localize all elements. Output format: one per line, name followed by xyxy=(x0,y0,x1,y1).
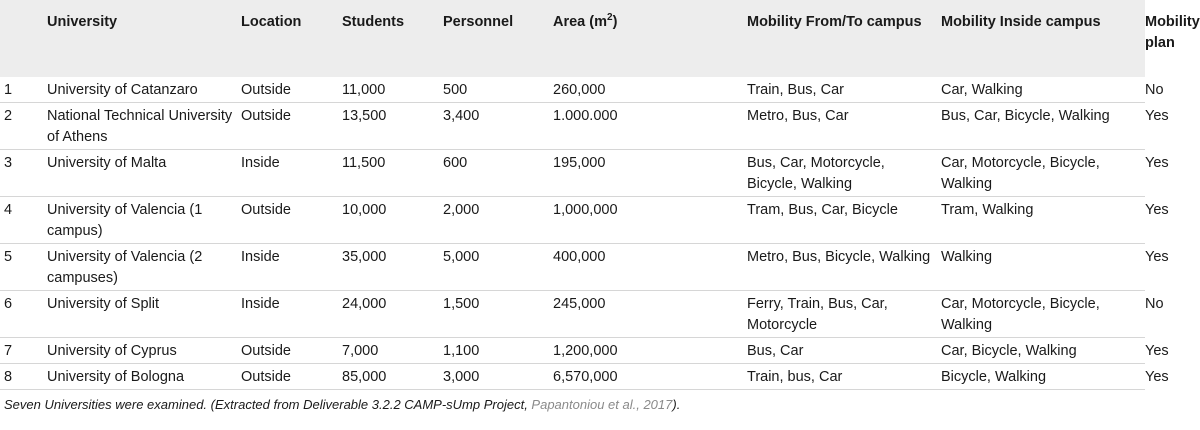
table-row: 4 University of Valencia (1 campus) Outside 10,000 2,000 1,000,000 Tram, Bus, Car, Bicycle Tram, Walking Yes xyxy=(0,197,1145,244)
cell-mobility-inside: Tram, Walking xyxy=(941,197,1145,244)
cell-area: 245,000 xyxy=(553,291,747,338)
cell-students: 85,000 xyxy=(342,364,443,390)
header-area-close: ) xyxy=(612,14,618,30)
cell-mobility-from-to: Bus, Car, Motorcycle, Bicycle, Walking xyxy=(747,150,941,197)
cell-area: 1.000.000 xyxy=(553,103,747,150)
cell-location: Outside xyxy=(241,77,342,103)
cell-personnel: 3,400 xyxy=(443,103,553,150)
header-area-superscript: 2 xyxy=(607,12,613,24)
caption-text-end: ). xyxy=(672,397,681,412)
cell-students: 35,000 xyxy=(342,244,443,291)
cell-index: 3 xyxy=(0,150,47,197)
cell-mobility-inside: Walking xyxy=(941,244,1145,291)
cell-university: University of Valencia (1 campus) xyxy=(47,197,241,244)
table-caption xyxy=(0,390,1145,414)
cell-students: 24,000 xyxy=(342,291,443,338)
caption-text: Seven Universities were examined. (Extracted from Deliverable 3.2.2 CAMP-sUmp Project, xyxy=(4,397,532,412)
cell-mobility-from-to: Train, Bus, Car xyxy=(747,77,941,103)
table-row: 7 University of Cyprus Outside 7,000 1,100 1,200,000 Bus, Car Car, Bicycle, Walking Yes xyxy=(0,338,1145,364)
cell-mobility-inside: Car, Motorcycle, Bicycle, Walking xyxy=(941,150,1145,197)
cell-mobility-from-to: Train, bus, Car xyxy=(747,364,941,390)
table-row: 2 National Technical University of Athens Outside 13,500 3,400 1.000.000 Metro, Bus, Car Bus, Car, Bicycle, Walking Yes xyxy=(0,103,1145,150)
cell-mobility-inside: Bicycle, Walking xyxy=(941,364,1145,390)
table-row: 3 University of Malta Inside 11,500 600 195,000 Bus, Car, Motorcycle, Bicycle, Walking Car, Motorcycle, Bicycle, Walking Yes xyxy=(0,150,1145,197)
cell-mobility-inside: Car, Motorcycle, Bicycle, Walking xyxy=(941,291,1145,338)
table-row: 8 University of Bologna Outside 85,000 3,000 6,570,000 Train, bus, Car Bicycle, Walking Yes xyxy=(0,364,1145,390)
cell-location: Outside xyxy=(241,338,342,364)
cell-location: Outside xyxy=(241,364,342,390)
cell-students: 10,000 xyxy=(342,197,443,244)
cell-mobility-inside: Car, Walking xyxy=(941,77,1145,103)
cell-students: 7,000 xyxy=(342,338,443,364)
header-area xyxy=(553,0,747,77)
cell-location: Inside xyxy=(241,150,342,197)
caption-reference-link[interactable]: Papantoniou et al., 2017 xyxy=(531,397,673,412)
header-row: University Location Students Personnel Area $(m^2)$ Mobility From/To campus Mobility Inside campus Mobility plan xyxy=(0,0,1145,77)
cell-index: 1 xyxy=(0,77,47,103)
cell-personnel: 2,000 xyxy=(443,197,553,244)
header-university: University xyxy=(47,14,118,30)
header-location: Location xyxy=(241,14,302,30)
cell-mobility-from-to: Metro, Bus, Car xyxy=(747,103,941,150)
cell-area: 195,000 xyxy=(553,150,747,197)
table-header xyxy=(0,0,1200,77)
cell-area: 260,000 xyxy=(553,77,747,103)
cell-university: University of Bologna xyxy=(47,364,241,390)
cell-university: University of Split xyxy=(47,291,241,338)
cell-mobility-inside: Car, Bicycle, Walking xyxy=(941,338,1145,364)
header-students: Students xyxy=(342,14,405,30)
cell-university: University of Malta xyxy=(47,150,241,197)
cell-area: 1,200,000 xyxy=(553,338,747,364)
cell-index: 8 xyxy=(0,364,47,390)
cell-index: 4 xyxy=(0,197,47,244)
table-row: 5 University of Valencia (2 campuses) Inside 35,000 5,000 400,000 Metro, Bus, Bicycle, Walking Walking Yes xyxy=(0,244,1145,291)
cell-personnel: 1,100 xyxy=(443,338,553,364)
header-index xyxy=(0,0,47,77)
header-area-text: Area (m xyxy=(553,14,607,30)
cell-area: 1,000,000 xyxy=(553,197,747,244)
cell-area: 6,570,000 xyxy=(553,364,747,390)
cell-personnel: 5,000 xyxy=(443,244,553,291)
table-body xyxy=(0,77,1169,390)
cell-personnel: 3,000 xyxy=(443,364,553,390)
header-mobility-inside: Mobility Inside campus xyxy=(941,14,1101,30)
cell-university: University of Catanzaro xyxy=(47,77,241,103)
cell-index: 5 xyxy=(0,244,47,291)
cell-index: 2 xyxy=(0,103,47,150)
cell-mobility-from-to: Metro, Bus, Bicycle, Walking xyxy=(747,244,941,291)
cell-students: 11,000 xyxy=(342,77,443,103)
cell-mobility-inside: Bus, Car, Bicycle, Walking xyxy=(941,103,1145,150)
cell-students: 13,500 xyxy=(342,103,443,150)
table-row: 1 University of Catanzaro Outside 11,000 500 260,000 Train, Bus, Car Car, Walking No xyxy=(0,77,1145,103)
cell-location: Outside xyxy=(241,197,342,244)
cell-personnel: 500 xyxy=(443,77,553,103)
cell-mobility-from-to: Bus, Car xyxy=(747,338,941,364)
cell-university: University of Cyprus xyxy=(47,338,241,364)
cell-mobility-from-to: Tram, Bus, Car, Bicycle xyxy=(747,197,941,244)
cell-location: Outside xyxy=(241,103,342,150)
cell-mobility-from-to: Ferry, Train, Bus, Car, Motorcycle xyxy=(747,291,941,338)
table-row: 6 University of Split Inside 24,000 1,500 245,000 Ferry, Train, Bus, Car, Motorcycle Car, Motorcycle, Bicycle, Walking No xyxy=(0,291,1145,338)
cell-university: University of Valencia (2 campuses) xyxy=(47,244,241,291)
cell-personnel: 600 xyxy=(443,150,553,197)
cell-index: 6 xyxy=(0,291,47,338)
header-personnel: Personnel xyxy=(443,14,514,30)
cell-students: 11,500 xyxy=(342,150,443,197)
cell-location: Inside xyxy=(241,244,342,291)
cell-personnel: 1,500 xyxy=(443,291,553,338)
header-mobility-from-to: Mobility From/To campus xyxy=(747,14,922,30)
cell-location: Inside xyxy=(241,291,342,338)
cell-index: 7 xyxy=(0,338,47,364)
cell-university: National Technical University of Athens xyxy=(47,103,241,150)
cell-area: 400,000 xyxy=(553,244,747,291)
